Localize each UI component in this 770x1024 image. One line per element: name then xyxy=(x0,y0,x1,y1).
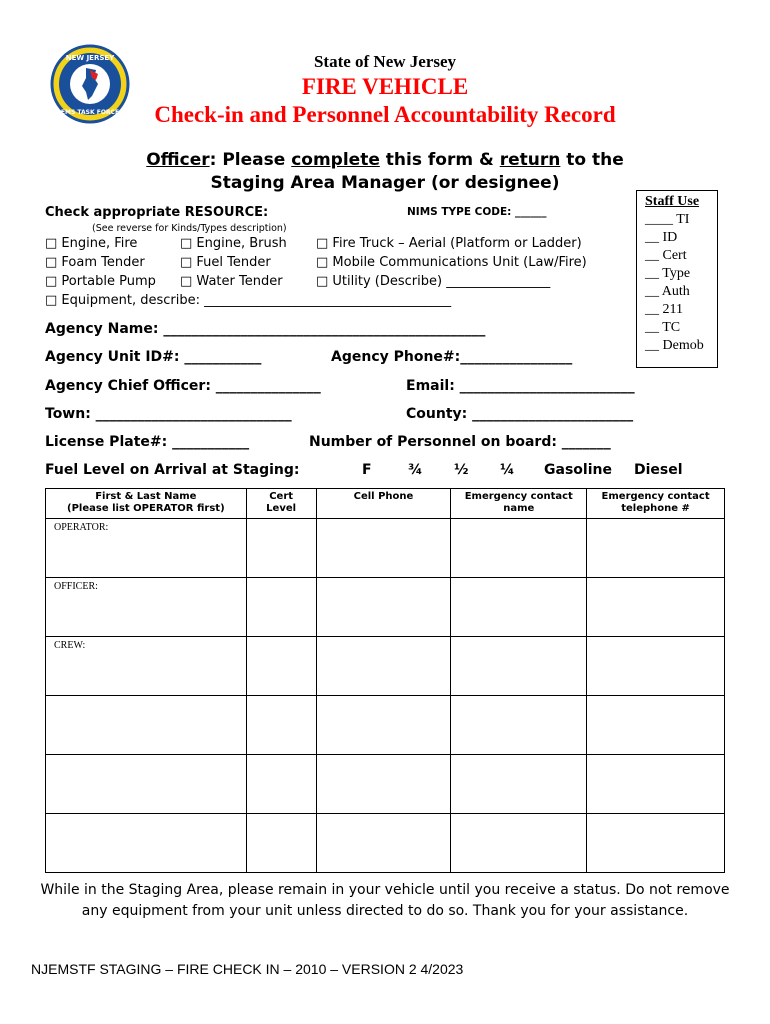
name-cell[interactable] xyxy=(46,578,247,637)
staff-use-box xyxy=(636,190,718,368)
option-mobile-comm-unit[interactable]: □ Mobile Communications Unit (Law/Fire) xyxy=(316,255,587,270)
state-heading: State of New Jersey xyxy=(313,52,457,71)
instruction-complete: complete xyxy=(291,150,380,170)
ec-phone-cell[interactable] xyxy=(587,519,725,578)
svg-text:NEW JERSEY: NEW JERSEY xyxy=(65,54,115,62)
instruction-return: return xyxy=(499,150,561,170)
ec-name-cell[interactable] xyxy=(451,755,587,814)
cert-cell[interactable] xyxy=(246,578,316,637)
row-label: OFFICER: xyxy=(54,581,98,592)
name-cell[interactable] xyxy=(46,519,247,578)
staff-use-item: __ 211 xyxy=(645,302,683,317)
option-water-tender[interactable]: □ Water Tender xyxy=(180,274,283,289)
town-field[interactable]: Town: ____________________________ xyxy=(45,406,292,422)
option-fire-truck-aerial[interactable]: □ Fire Truck – Aerial (Platform or Ladder) xyxy=(316,236,582,251)
col-header-cell-phone: Cell Phone xyxy=(316,489,451,519)
staff-use-item: __ TC xyxy=(645,320,681,335)
option-portable-pump[interactable]: □ Portable Pump xyxy=(45,274,156,289)
ec-name-cell[interactable] xyxy=(451,519,587,578)
row-label: CREW: xyxy=(54,640,86,651)
phone-cell[interactable] xyxy=(316,637,451,696)
fuel-type-gasoline[interactable]: Gasoline xyxy=(544,462,612,478)
col-header-name: First & Last Name (Please list OPERATOR first) xyxy=(46,489,247,519)
table-row xyxy=(46,696,725,755)
name-cell[interactable] xyxy=(46,755,247,814)
agency-phone-field[interactable]: Agency Phone#:________________ xyxy=(331,349,573,365)
option-engine-fire[interactable]: □ Engine, Fire xyxy=(45,236,138,251)
option-fuel-tender[interactable]: □ Fuel Tender xyxy=(180,255,271,270)
instruction-line-2: Staging Area Manager (or designee) xyxy=(210,173,560,193)
personnel-count-field[interactable]: Number of Personnel on board: _______ xyxy=(309,434,611,450)
instruction-officer: Officer xyxy=(146,150,210,170)
table-row xyxy=(46,578,725,637)
footer-version: NJEMSTF STAGING – FIRE CHECK IN – 2010 – VERSION 2 4/2023 xyxy=(31,961,464,977)
agency-name-field[interactable]: Agency Name: ______________________________________________ xyxy=(45,321,486,337)
ec-phone-cell[interactable] xyxy=(587,578,725,637)
name-cell[interactable] xyxy=(46,814,247,873)
resource-note: (See reverse for Kinds/Types description) xyxy=(92,223,287,234)
fuel-type-diesel[interactable]: Diesel xyxy=(634,462,683,478)
phone-cell[interactable] xyxy=(316,519,451,578)
staff-use-item: __ ID xyxy=(645,230,678,245)
cert-cell[interactable] xyxy=(246,637,316,696)
option-utility[interactable]: □ Utility (Describe) ________________ xyxy=(316,274,551,289)
instruction-line-1 xyxy=(0,150,770,170)
staff-use-item: __ Demob xyxy=(645,338,704,353)
phone-cell[interactable] xyxy=(316,578,451,637)
col-header-cert: Cert Level xyxy=(246,489,316,519)
table-row xyxy=(46,755,725,814)
form-title: FIRE VEHICLE xyxy=(301,74,469,99)
ec-phone-cell[interactable] xyxy=(587,755,725,814)
email-field[interactable]: Email: _________________________ xyxy=(406,378,635,394)
row-label: OPERATOR: xyxy=(54,522,109,533)
instruction-text: this form & xyxy=(379,150,500,170)
ec-name-cell[interactable] xyxy=(451,637,587,696)
table-row xyxy=(46,519,725,578)
ec-phone-cell[interactable] xyxy=(587,696,725,755)
option-engine-brush[interactable]: □ Engine, Brush xyxy=(180,236,287,251)
form-subtitle: Check-in and Personnel Accountability Record xyxy=(154,102,616,127)
ec-phone-cell[interactable] xyxy=(587,814,725,873)
ec-name-cell[interactable] xyxy=(451,578,587,637)
name-cell[interactable] xyxy=(46,696,247,755)
option-foam-tender[interactable]: □ Foam Tender xyxy=(45,255,145,270)
phone-cell[interactable] xyxy=(316,814,451,873)
staff-use-item: __ Auth xyxy=(645,284,690,299)
instruction-text: to the xyxy=(560,150,624,170)
phone-cell[interactable] xyxy=(316,755,451,814)
name-cell[interactable] xyxy=(46,637,247,696)
agency-unit-id-field[interactable]: Agency Unit ID#: ___________ xyxy=(45,349,262,365)
county-field[interactable]: County: _______________________ xyxy=(406,406,634,422)
resource-label: Check appropriate RESOURCE: xyxy=(45,205,269,220)
fuel-option-full[interactable]: F xyxy=(362,462,372,478)
closing-instructions: While in the Staging Area, please remain in your vehicle until you receive a status. Do not remove any equipment from your unit unless directed to do so. Thank you for your assistance. xyxy=(40,882,730,919)
col-header-emergency-phone: Emergency contact telephone # xyxy=(587,489,725,519)
table-row xyxy=(46,637,725,696)
option-equipment[interactable]: □ Equipment, describe: ______________________________________ xyxy=(45,293,452,308)
table-row xyxy=(46,814,725,873)
ec-phone-cell[interactable] xyxy=(587,637,725,696)
phone-cell[interactable] xyxy=(316,696,451,755)
instruction-text: : Please xyxy=(209,150,292,170)
staff-use-item: __ Cert xyxy=(645,248,687,263)
ec-name-cell[interactable] xyxy=(451,696,587,755)
svg-text:EMS TASK FORCE: EMS TASK FORCE xyxy=(60,109,120,116)
nims-type-code: NIMS TYPE CODE: ______ xyxy=(407,206,547,218)
personnel-table xyxy=(45,488,725,873)
license-plate-field[interactable]: License Plate#: ___________ xyxy=(45,434,250,450)
fuel-option-half[interactable]: ½ xyxy=(454,462,469,478)
staff-use-item: ____ TI xyxy=(645,212,690,227)
cert-cell[interactable] xyxy=(246,755,316,814)
fuel-option-quarter[interactable]: ¼ xyxy=(500,462,515,478)
col-header-emergency-name: Emergency contact name xyxy=(451,489,587,519)
ec-name-cell[interactable] xyxy=(451,814,587,873)
fuel-level-label: Fuel Level on Arrival at Staging: xyxy=(45,462,300,478)
staff-use-title: Staff Use xyxy=(645,194,700,209)
agency-chief-officer-field[interactable]: Agency Chief Officer: _______________ xyxy=(45,378,321,394)
cert-cell[interactable] xyxy=(246,814,316,873)
staff-use-item: __ Type xyxy=(645,266,691,281)
table-header-row xyxy=(46,489,725,519)
cert-cell[interactable] xyxy=(246,519,316,578)
cert-cell[interactable] xyxy=(246,696,316,755)
fuel-option-three-quarter[interactable]: ¾ xyxy=(408,462,423,478)
